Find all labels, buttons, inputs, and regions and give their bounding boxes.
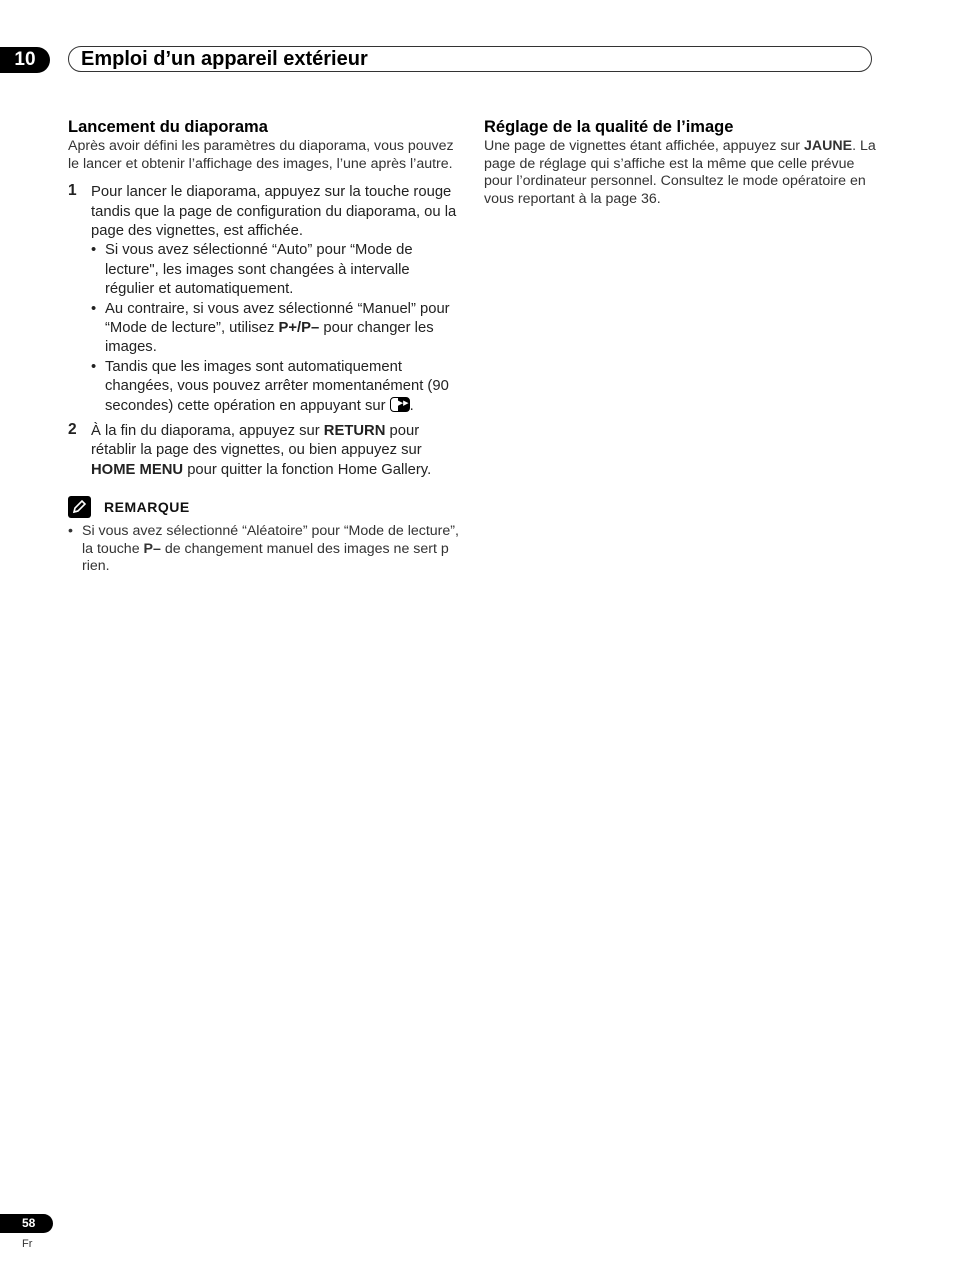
slideshow-intro: Après avoir défini les paramètres du diaporama, vous pouvez le lancer et obtenir l’affichage des images, l’une après l’autre. <box>68 138 454 172</box>
body-text: . La page de réglage qui s’affiche est la même que celle prévue pour l’ordinateur personnel. Consultez le mode opératoire en vous reportant à la page 36. <box>484 138 876 207</box>
bullet-text: Au contraire, si vous avez sélectionné “Manuel” pour “Mode de lecture”, utilisez <box>105 300 450 337</box>
key-label-p-plus-minus: P+/P– <box>278 320 320 337</box>
bullet-dot: • <box>91 242 97 259</box>
body-text: Une page de vignettes étant affichée, appuyez sur <box>484 138 804 154</box>
remark-note <box>68 523 460 576</box>
step-1 <box>68 183 460 416</box>
step-2 <box>68 422 460 480</box>
step-1-text: Pour lancer le diaporama, appuyez sur la touche rouge tandis que la page de configuration du diaporama, ou la page des vignettes, est affichée. <box>91 184 457 239</box>
key-label-return: RETURN <box>323 423 386 440</box>
chapter-title: Emploi d’un appareil extérieur <box>81 48 368 70</box>
language-code: Fr <box>22 1238 33 1250</box>
note-text: Si vous avez sélectionné “Aléatoire” pour “Mode de lecture”, la touche <box>82 523 459 557</box>
bullet-text: . <box>409 397 414 414</box>
pencil-note-icon <box>68 496 91 518</box>
chapter-number: 10 <box>0 47 50 73</box>
skip-pause-icon: ▶▶ <box>390 397 410 412</box>
step-2-text: pour quitter la fonction Home Gallery. <box>183 461 432 478</box>
step-2-text: pour rétablir la page des vignettes, ou bien appuyez sur <box>91 423 422 459</box>
key-label-jaune: JAUNE <box>803 138 853 154</box>
key-label-home-menu: HOME MENU <box>91 461 184 478</box>
list-item <box>91 241 460 299</box>
key-label-p-minus: P– <box>143 540 161 557</box>
right-column <box>484 117 876 208</box>
step-number: 1 <box>68 182 77 200</box>
remark-label: REMARQUE <box>104 499 190 516</box>
left-column <box>68 117 460 576</box>
remark-header <box>68 496 460 518</box>
step-2-text: À la fin du diaporama, appuyez sur <box>91 423 324 440</box>
page-number: 58 <box>0 1214 53 1233</box>
bullet-text: Si vous avez sélectionné “Auto” pour “Mode de lecture", les images sont changées à intervalle régulier et automatiquement. <box>105 242 413 298</box>
chapter-title-frame <box>68 46 872 72</box>
bullet-text: pour changer les images. <box>105 320 434 356</box>
bullet-text: Tandis que les images sont automatiquement changées, vous pouvez arrêter momentanément (90 secondes) cette opération en appuyant sur <box>105 358 449 414</box>
note-text: de changement manuel des images ne sert p rien. <box>82 540 449 575</box>
step-1-bullets <box>91 241 460 416</box>
bullet-dot: • <box>91 358 97 375</box>
list-item <box>91 300 460 358</box>
bullet-dot: • <box>68 523 73 540</box>
section-heading-image-quality: Réglage de la qualité de l’image <box>484 118 734 136</box>
bullet-dot: • <box>91 300 97 317</box>
section-heading-slideshow: Lancement du diaporama <box>68 118 268 136</box>
image-quality-text <box>484 138 876 208</box>
list-item <box>91 358 460 416</box>
step-number: 2 <box>68 421 77 439</box>
